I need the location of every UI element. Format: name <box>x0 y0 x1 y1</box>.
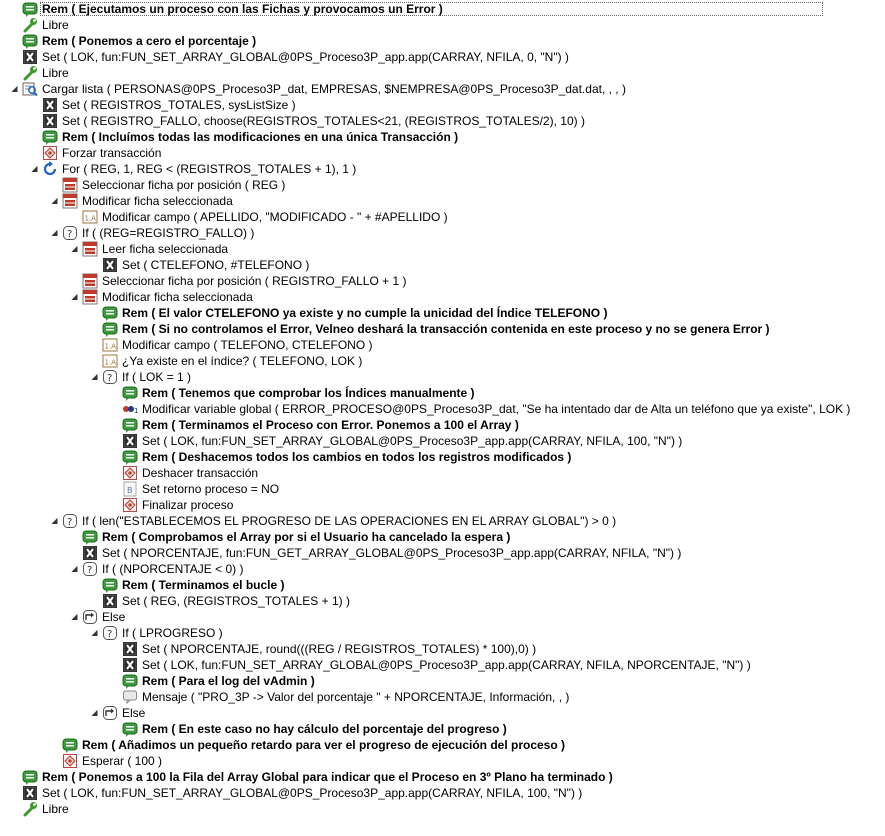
set-x-icon <box>42 113 58 129</box>
field-icon <box>82 209 98 225</box>
tree-node-label: Esperar ( 100 ) <box>82 754 163 768</box>
svg-text:B: B <box>127 486 133 495</box>
collapse-arrow-icon[interactable]: ◢ <box>71 292 78 301</box>
tree-node[interactable] <box>0 81 885 97</box>
tree-node-label: Set ( REGISTRO_FALLO, choose(REGISTROS_TOTALES<21, (REGISTROS_TOTALES/2), 10) ) <box>62 114 585 128</box>
tree-node[interactable] <box>0 369 885 385</box>
comment-icon <box>122 673 138 689</box>
tree-node-label: Rem ( En este caso no hay cálculo del porcentaje del progreso ) <box>142 722 507 736</box>
tree-node[interactable] <box>0 353 885 369</box>
condition-icon <box>62 513 78 529</box>
tree-node[interactable] <box>0 289 885 305</box>
tree-node-label: Modificar campo ( APELLIDO, "MODIFICADO - " + #APELLIDO ) <box>102 210 448 224</box>
tree-node-label: Set ( LOK, fun:FUN_SET_ARRAY_GLOBAL@0PS_Proceso3P_app.app(CARRAY, NFILA, 0, "N") ) <box>42 50 569 64</box>
comment-icon <box>122 385 138 401</box>
tree-node[interactable] <box>0 593 885 609</box>
tree-node[interactable] <box>0 257 885 273</box>
tree-node[interactable] <box>0 753 885 769</box>
record-icon <box>82 241 98 257</box>
tree-node-label: Seleccionar ficha por posición ( REG ) <box>82 178 286 192</box>
tree-node[interactable] <box>0 561 885 577</box>
transaction-icon <box>122 465 138 481</box>
comment-icon <box>22 769 38 785</box>
tree-node-label: Else <box>122 706 146 720</box>
collapse-arrow-icon[interactable]: ◢ <box>51 228 58 237</box>
tree-node-label: Set retorno proceso = NO <box>142 482 280 496</box>
svg-text:1.A: 1.A <box>104 358 116 367</box>
set-x-icon <box>82 545 98 561</box>
comment-icon <box>102 321 118 337</box>
tree-node[interactable] <box>0 49 885 65</box>
tree-node-label: Modificar ficha seleccionada <box>102 290 253 304</box>
tree-node-label: Rem ( Si no controlamos el Error, Velneo deshará la transacción contenida en este proceso y no se genera Error ) <box>122 322 770 336</box>
svg-text:1.A: 1.A <box>104 342 116 351</box>
tree-node-label: For ( REG, 1, REG < (REGISTROS_TOTALES + 1), 1 ) <box>62 162 357 176</box>
tree-node[interactable] <box>0 721 885 737</box>
tree-node[interactable] <box>0 529 885 545</box>
tree-node-label: Rem ( El valor CTELEFONO ya existe y no cumple la unicidad del Índice TELEFONO ) <box>122 306 608 320</box>
tree-node-label: Modificar variable global ( ERROR_PROCESO@0PS_Proceso3P_dat, "Se ha intentado dar de Alta un teléfono que ya existe", LOK ) <box>142 402 851 416</box>
comment-icon <box>122 449 138 465</box>
comment-icon <box>102 577 118 593</box>
collapse-arrow-icon[interactable]: ◢ <box>91 372 98 381</box>
condition-icon <box>102 369 118 385</box>
condition-icon <box>62 225 78 241</box>
tree-node-label: Rem ( Deshacemos todos los cambios en todos los registros modificados ) <box>142 450 572 464</box>
tree-node-label: Else <box>102 610 126 624</box>
tree-node-label: Deshacer transacción <box>142 466 259 480</box>
tree-node[interactable] <box>0 801 885 817</box>
tree-node[interactable] <box>0 625 885 641</box>
record-icon <box>62 177 78 193</box>
wrench-icon <box>22 17 38 33</box>
svg-text:?: ? <box>67 229 73 240</box>
tree-node-label: Rem ( Terminamos el bucle ) <box>122 578 285 592</box>
tree-node-label: Rem ( Comprobamos el Array por si el Usuario ha cancelado la espera ) <box>102 530 511 544</box>
tree-node[interactable] <box>0 513 885 529</box>
collapse-arrow-icon[interactable]: ◢ <box>71 564 78 573</box>
tree-node[interactable] <box>0 737 885 753</box>
tree-node[interactable] <box>0 1 885 17</box>
comment-icon <box>22 1 38 17</box>
tree-node-label: Set ( LOK, fun:FUN_SET_ARRAY_GLOBAL@0PS_Proceso3P_app.app(CARRAY, NFILA, NPORCENTAJE, "N") ) <box>142 658 751 672</box>
set-x-icon <box>22 785 38 801</box>
transaction-icon <box>62 753 78 769</box>
tree-node-label: Seleccionar ficha por posición ( REGISTRO_FALLO + 1 ) <box>102 274 407 288</box>
wrench-icon <box>22 65 38 81</box>
collapse-arrow-icon[interactable]: ◢ <box>71 612 78 621</box>
comment-icon <box>62 737 78 753</box>
tree-node[interactable] <box>0 209 885 225</box>
loop-icon <box>42 161 58 177</box>
tree-node-label: Rem ( Incluímos todas las modificaciones en una única Transacción ) <box>62 130 459 144</box>
tree-node-label: Rem ( Ponemos a 100 la Fila del Array Global para indicar que el Proceso en 3º Plano ha terminado ) <box>42 770 613 784</box>
tree-node-label: Rem ( Añadimos un pequeño retardo para ver el progreso de ejecución del proceso ) <box>82 738 565 752</box>
collapse-arrow-icon[interactable]: ◢ <box>91 708 98 717</box>
tree-node-label: Leer ficha seleccionada <box>102 242 229 256</box>
svg-text:1: 1 <box>134 407 139 415</box>
comment-icon <box>102 305 118 321</box>
tree-node[interactable] <box>0 337 885 353</box>
else-icon <box>82 609 98 625</box>
tree-node-label: Libre <box>42 18 69 32</box>
tree-node[interactable] <box>0 33 885 49</box>
tree-node-label: Forzar transacción <box>62 146 162 160</box>
tree-node[interactable] <box>0 705 885 721</box>
condition-icon <box>102 625 118 641</box>
set-x-icon <box>102 593 118 609</box>
tree-node-label: Set ( LOK, fun:FUN_SET_ARRAY_GLOBAL@0PS_Proceso3P_app.app(CARRAY, NFILA, 100, "N") ) <box>142 434 683 448</box>
tree-node[interactable] <box>0 433 885 449</box>
return-icon <box>122 481 138 497</box>
svg-text:?: ? <box>87 565 93 576</box>
tree-node[interactable] <box>0 785 885 801</box>
tree-node-label: If ( LOK = 1 ) <box>122 370 192 384</box>
tree-node[interactable] <box>0 465 885 481</box>
svg-text:?: ? <box>67 517 73 528</box>
tree-node[interactable] <box>0 241 885 257</box>
collapse-arrow-icon[interactable]: ◢ <box>51 196 58 205</box>
tree-node[interactable] <box>0 657 885 673</box>
collapse-arrow-icon[interactable]: ◢ <box>71 244 78 253</box>
collapse-arrow-icon[interactable]: ◢ <box>11 84 18 93</box>
tree-node-label: Set ( NPORCENTAJE, round(((REG / REGISTROS_TOTALES) * 100),0) ) <box>142 642 537 656</box>
set-x-icon <box>122 657 138 673</box>
tree-node-label: ¿Ya existe en el índice? ( TELEFONO, LOK ) <box>122 354 363 368</box>
variable-icon <box>122 401 138 417</box>
record-icon <box>82 273 98 289</box>
comment-icon <box>122 417 138 433</box>
comment-icon <box>42 129 58 145</box>
tree-node[interactable] <box>0 609 885 625</box>
tree-node-label: Rem ( Ejecutamos un proceso con las Fichas y provocamos un Error ) <box>42 2 443 16</box>
set-x-icon <box>102 257 118 273</box>
set-x-icon <box>22 49 38 65</box>
tree-node-label: Mensaje ( "PRO_3P -> Valor del porcentaje " + NPORCENTAJE, Información, , ) <box>142 690 570 704</box>
tree-node-label: If ( LPROGRESO ) <box>122 626 223 640</box>
record-icon <box>82 289 98 305</box>
tree-node[interactable] <box>0 129 885 145</box>
tree-node-label: Rem ( Para el log del vAdmin ) <box>142 674 315 688</box>
tree-node[interactable] <box>0 385 885 401</box>
tree-node[interactable] <box>0 193 885 209</box>
set-x-icon <box>42 97 58 113</box>
tree-node[interactable] <box>0 401 885 417</box>
tree-node[interactable] <box>0 689 885 705</box>
tree-node[interactable] <box>0 449 885 465</box>
wrench-icon <box>22 801 38 817</box>
tree-node-label: Libre <box>42 802 69 816</box>
search-list-icon <box>22 81 38 97</box>
tree-node[interactable] <box>0 17 885 33</box>
tree-node[interactable] <box>0 113 885 129</box>
condition-icon <box>82 561 98 577</box>
tree-node-label: Set ( NPORCENTAJE, fun:FUN_GET_ARRAY_GLOBAL@0PS_Proceso3P_app.app(CARRAY, NFILA, "N") ) <box>102 546 682 560</box>
tree-node-label: If ( (NPORCENTAJE < 0) ) <box>102 562 244 576</box>
tree-node[interactable] <box>0 65 885 81</box>
transaction-icon <box>42 145 58 161</box>
tree-node-label: If ( len("ESTABLECEMOS EL PROGRESO DE LAS OPERACIONES EN EL ARRAY GLOBAL") > 0 ) <box>82 514 617 528</box>
tree-node-label: Rem ( Ponemos a cero el porcentaje ) <box>42 34 257 48</box>
tree-node[interactable] <box>0 177 885 193</box>
svg-text:1.A: 1.A <box>84 214 96 223</box>
comment-icon <box>82 529 98 545</box>
collapse-arrow-icon[interactable]: ◢ <box>91 628 98 637</box>
tree-node[interactable] <box>0 769 885 785</box>
else-icon <box>102 705 118 721</box>
tree-node[interactable] <box>0 161 885 177</box>
message-icon <box>122 689 138 705</box>
tree-node[interactable] <box>0 97 885 113</box>
tree-node-label: Set ( REG, (REGISTROS_TOTALES + 1) ) <box>122 594 350 608</box>
transaction-icon <box>122 497 138 513</box>
tree-node-label: Libre <box>42 66 69 80</box>
set-x-icon <box>122 433 138 449</box>
field-icon <box>102 353 118 369</box>
tree-node-label: Set ( CTELEFONO, #TELEFONO ) <box>122 258 310 272</box>
comment-icon <box>22 33 38 49</box>
tree-node[interactable] <box>0 577 885 593</box>
tree-node[interactable] <box>0 545 885 561</box>
tree-node-label: Modificar campo ( TELEFONO, CTELEFONO ) <box>122 338 373 352</box>
comment-icon <box>122 721 138 737</box>
tree-node-label: Finalizar proceso <box>142 498 234 512</box>
tree-node[interactable] <box>0 641 885 657</box>
tree-node[interactable] <box>0 225 885 241</box>
tree-node-label: If ( (REG=REGISTRO_FALLO) ) <box>82 226 255 240</box>
tree-node-label: Cargar lista ( PERSONAS@0PS_Proceso3P_dat, EMPRESAS, $NEMPRESA@0PS_Proceso3P_dat.dat, , , ) <box>42 82 626 96</box>
tree-node[interactable] <box>0 321 885 337</box>
tree-node[interactable] <box>0 305 885 321</box>
tree-node-label: Rem ( Tenemos que comprobar los Índices manualmente ) <box>142 386 475 400</box>
svg-text:?: ? <box>107 629 113 640</box>
tree-node[interactable] <box>0 673 885 689</box>
tree-node-label: Set ( LOK, fun:FUN_SET_ARRAY_GLOBAL@0PS_Proceso3P_app.app(CARRAY, NFILA, 100, "N") ) <box>42 786 583 800</box>
tree-node-label: Set ( REGISTROS_TOTALES, sysListSize ) <box>62 98 296 112</box>
collapse-arrow-icon[interactable]: ◢ <box>51 516 58 525</box>
set-x-icon <box>122 641 138 657</box>
field-icon <box>102 337 118 353</box>
tree-node[interactable] <box>0 145 885 161</box>
tree-node[interactable] <box>0 481 885 497</box>
tree-node[interactable] <box>0 497 885 513</box>
tree-node[interactable] <box>0 273 885 289</box>
record-icon <box>62 193 78 209</box>
collapse-arrow-icon[interactable]: ◢ <box>31 164 38 173</box>
svg-text:?: ? <box>107 373 113 384</box>
tree-node[interactable] <box>0 417 885 433</box>
tree-node-label: Modificar ficha seleccionada <box>82 194 233 208</box>
tree-node-label: Rem ( Terminamos el Proceso con Error. Ponemos a 100 el Array ) <box>142 418 519 432</box>
